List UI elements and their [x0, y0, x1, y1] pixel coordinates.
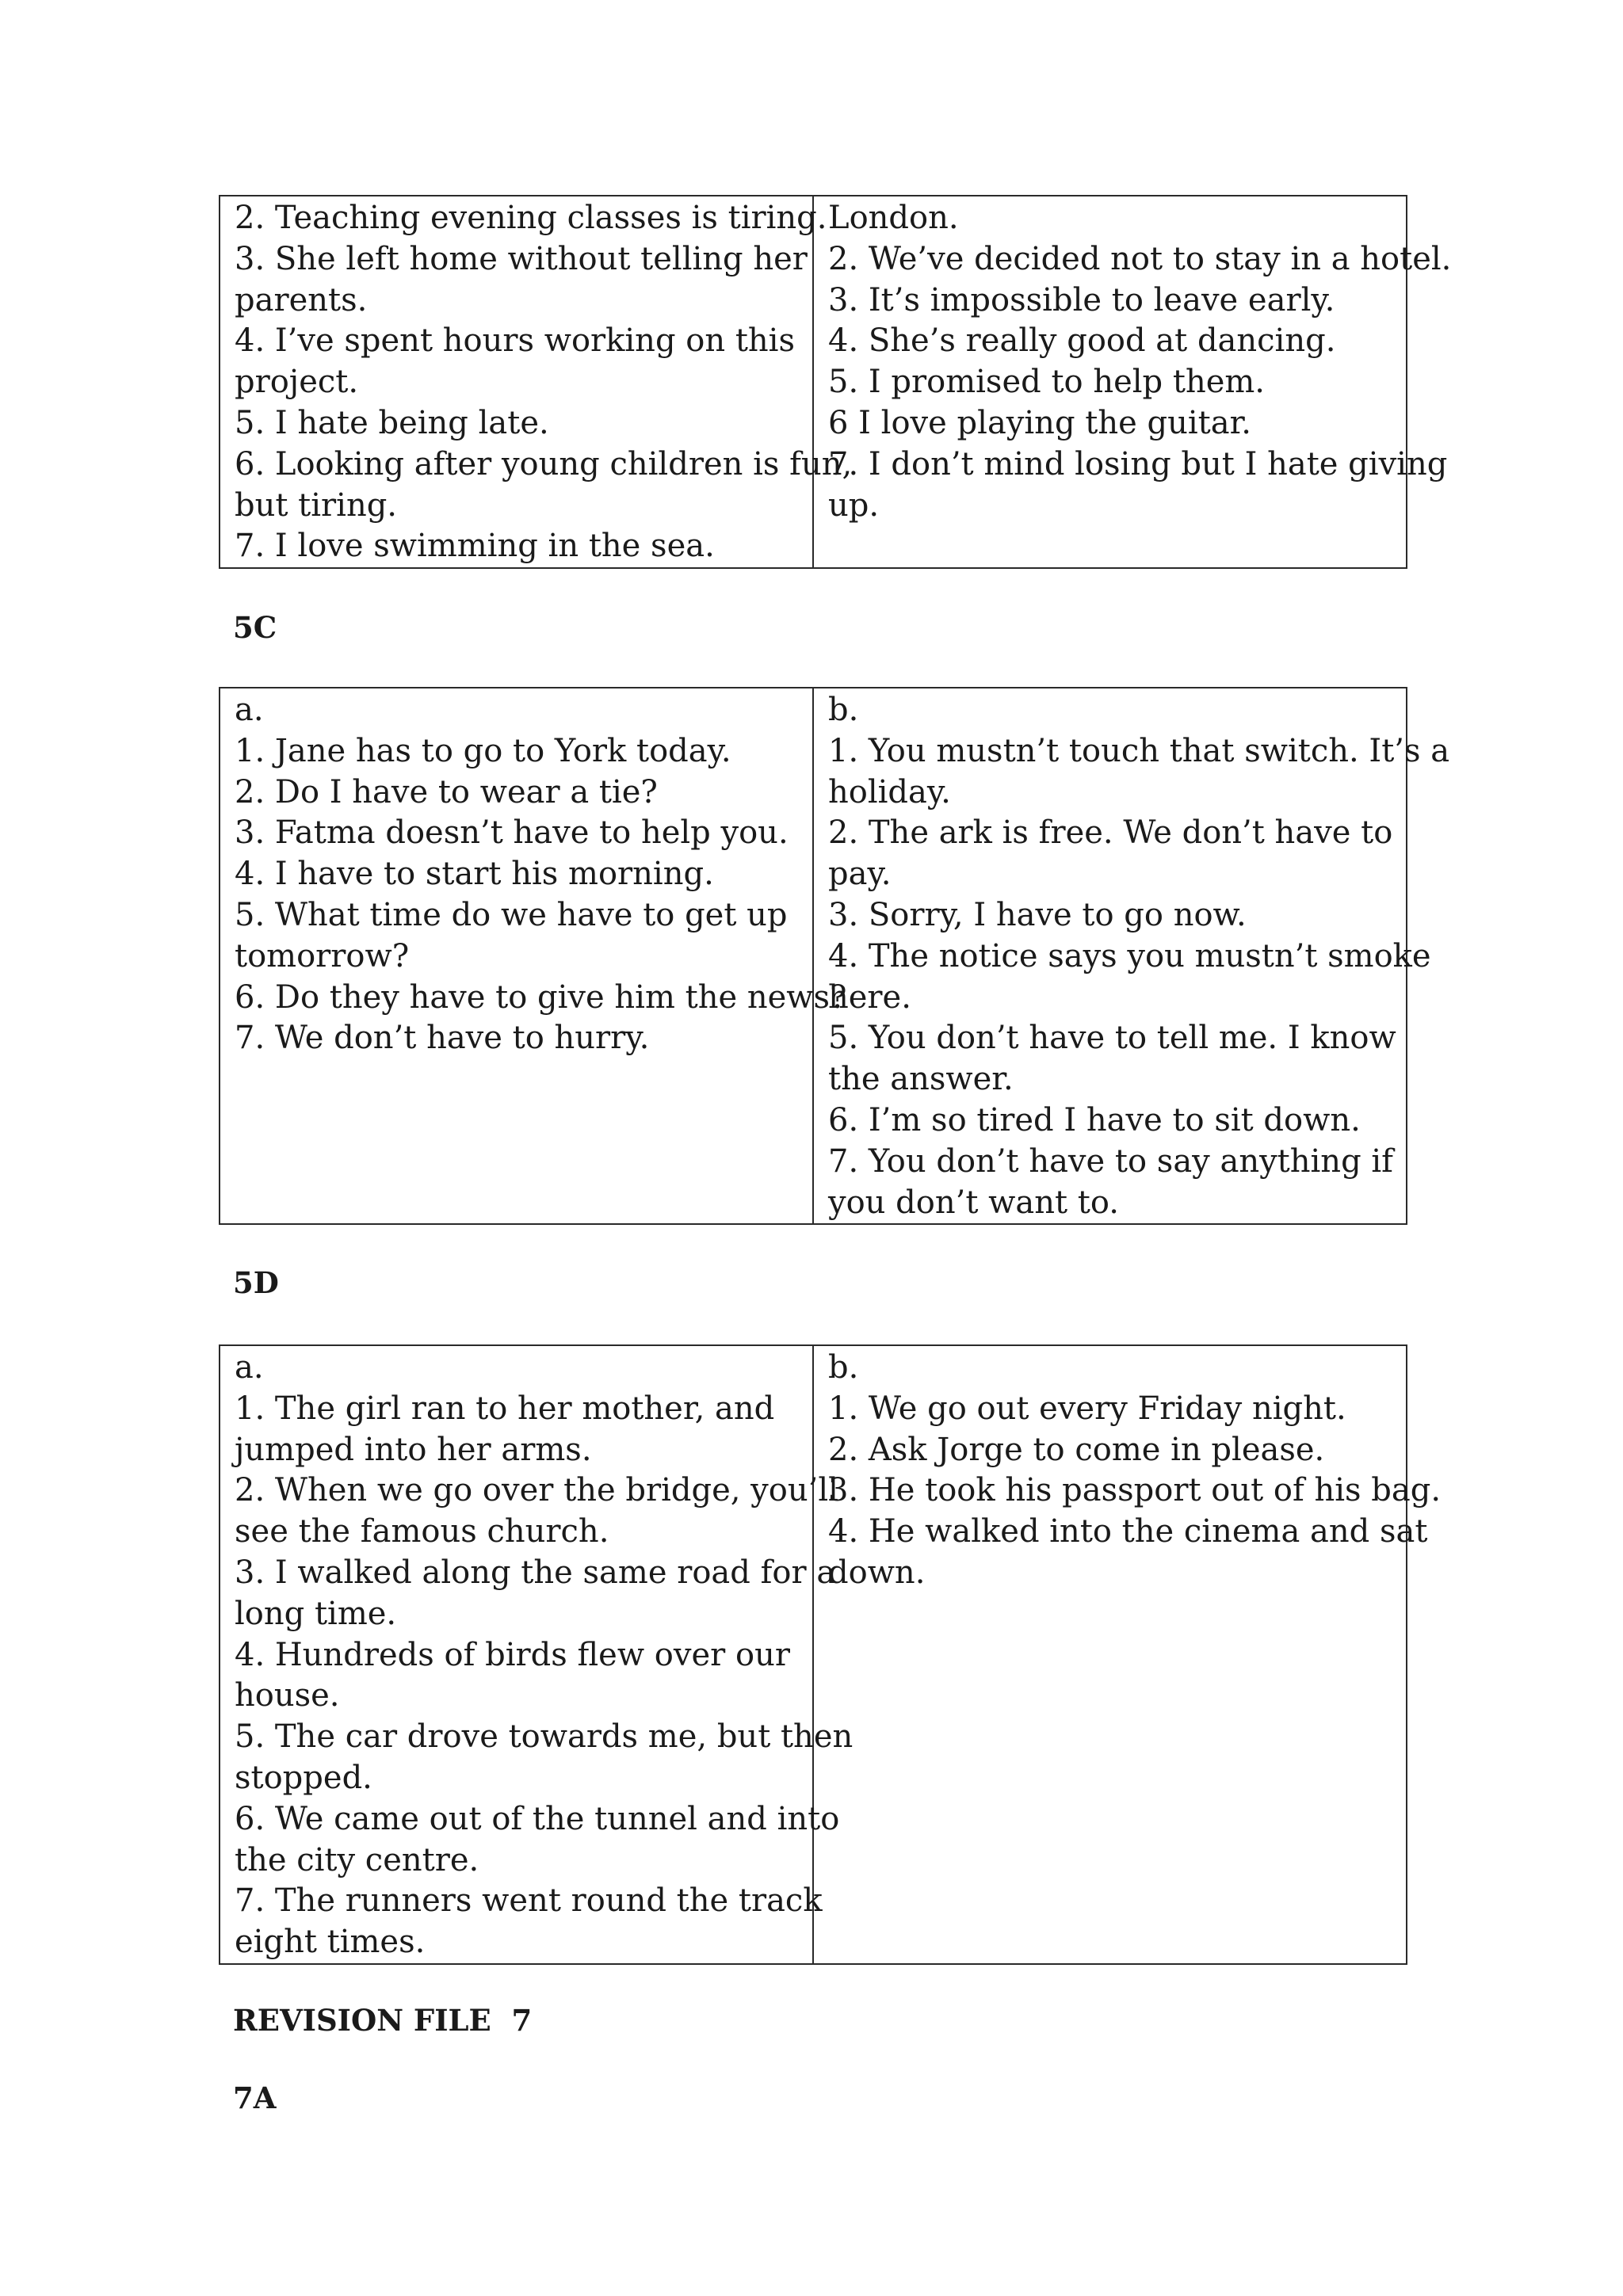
- answer-column-right: [813, 196, 1452, 568]
- answer-line: 3. I walked along the same road for a: [235, 1554, 836, 1591]
- answer-line: 7. I don’t mind losing but I hate giving: [828, 445, 1448, 482]
- answer-line: 7. You don’t have to say anything if: [828, 1142, 1393, 1180]
- answer-line: house.: [235, 1677, 340, 1714]
- answer-line: 7. I love swimming in the sea.: [235, 528, 715, 565]
- answer-line: 2. We’ve decided not to stay in a hotel.: [828, 240, 1452, 277]
- answer-line: holiday.: [828, 773, 951, 810]
- answer-line: 7. The runners went round the track: [235, 1882, 823, 1920]
- answer-line: 2. When we go over the bridge, you’ll: [235, 1472, 838, 1509]
- answer-line: 4. I’ve spent hours working on this: [235, 322, 795, 360]
- answer-line: 1. The girl ran to her mother, and: [235, 1390, 775, 1427]
- answer-table-5c: [219, 687, 1450, 1225]
- answer-line: see the famous church.: [235, 1513, 609, 1550]
- answer-line: eight times.: [235, 1924, 426, 1961]
- answer-line: a.: [235, 1349, 264, 1386]
- answer-line: jumped into her arms.: [235, 1431, 592, 1468]
- section-heading-5c: 5C: [233, 610, 277, 645]
- answer-table-5d: [219, 1344, 1442, 1965]
- answer-line: 4. He walked into the cinema and sat: [828, 1513, 1428, 1550]
- answer-line: 2. Teaching evening classes is tiring.: [235, 200, 827, 236]
- answer-line: 3. Fatma doesn’t have to help you.: [235, 814, 789, 852]
- answer-line: 4. She’s really good at dancing.: [828, 322, 1336, 360]
- answer-line: 4. Hundreds of birds flew over our: [235, 1636, 790, 1673]
- answer-line: up.: [828, 486, 880, 524]
- answer-line: a.: [235, 692, 264, 728]
- answer-line: 3. She left home without telling her: [235, 240, 808, 277]
- answer-line: project.: [235, 364, 359, 401]
- answer-line: 2. Do I have to wear a tie?: [235, 773, 658, 810]
- answer-line: 5. I hate being late.: [235, 404, 549, 441]
- answer-line: 1. Jane has to go to York today.: [235, 732, 731, 769]
- answer-line: 1. You mustn’t touch that switch. It’s a: [828, 732, 1450, 769]
- answer-line: 2. The ark is free. We don’t have to: [828, 814, 1393, 852]
- answer-line: 4. I have to start his morning.: [235, 856, 714, 893]
- answer-line: 5. I promised to help them.: [828, 364, 1266, 401]
- answer-line: 6. Looking after young children is fun,: [235, 445, 853, 482]
- answer-line: 3. Sorry, I have to go now.: [828, 896, 1247, 933]
- answer-line: 3. It’s impossible to leave early.: [828, 281, 1335, 318]
- section-heading-7a: 7A: [233, 2081, 277, 2115]
- answer-line: 6. Do they have to give him the news?: [235, 978, 847, 1016]
- answer-column-right: [813, 688, 1450, 1224]
- answer-line: tomorrow?: [235, 937, 410, 974]
- answer-column-left: [220, 688, 847, 1224]
- answer-line: the answer.: [828, 1061, 1014, 1098]
- answer-column-left: [220, 196, 853, 568]
- answer-table-1: [219, 195, 1452, 569]
- answer-line: 6. I’m so tired I have to sit down.: [828, 1101, 1361, 1138]
- answer-line: 5. The car drove towards me, but then: [235, 1718, 854, 1756]
- answer-line: stopped.: [235, 1759, 372, 1796]
- answer-line: 4. The notice says you mustn’t smoke: [828, 937, 1431, 974]
- answer-line: parents.: [235, 281, 368, 318]
- answer-line: 5. You don’t have to tell me. I know: [828, 1020, 1396, 1057]
- answer-line: 6 I love playing the guitar.: [828, 404, 1252, 441]
- answer-line: 1. We go out every Friday night.: [828, 1390, 1346, 1427]
- answer-column-right: [813, 1345, 1442, 1964]
- answer-line: 3. He took his passport out of his bag.: [828, 1472, 1442, 1509]
- answer-line: b.: [828, 692, 859, 728]
- answer-line: the city centre.: [235, 1841, 479, 1878]
- revision-file-heading: REVISION FILE 7: [233, 2003, 533, 2038]
- section-heading-5d: 5D: [233, 1265, 279, 1300]
- answer-line: 6. We came out of the tunnel and into: [235, 1800, 840, 1837]
- answer-line: 2. Ask Jorge to come in please.: [828, 1431, 1325, 1468]
- answer-line: London.: [828, 200, 959, 236]
- answer-line: 7. We don’t have to hurry.: [235, 1020, 650, 1057]
- answer-line: you don’t want to.: [828, 1184, 1119, 1221]
- answer-line: long time.: [235, 1595, 397, 1632]
- answer-line: here.: [828, 978, 911, 1016]
- answer-line: pay.: [828, 856, 892, 893]
- answer-line: but tiring.: [235, 486, 398, 524]
- answer-line: b.: [828, 1349, 859, 1386]
- answer-line: down.: [828, 1554, 926, 1591]
- answer-column-left: [220, 1345, 854, 1964]
- answer-line: 5. What time do we have to get up: [235, 896, 788, 933]
